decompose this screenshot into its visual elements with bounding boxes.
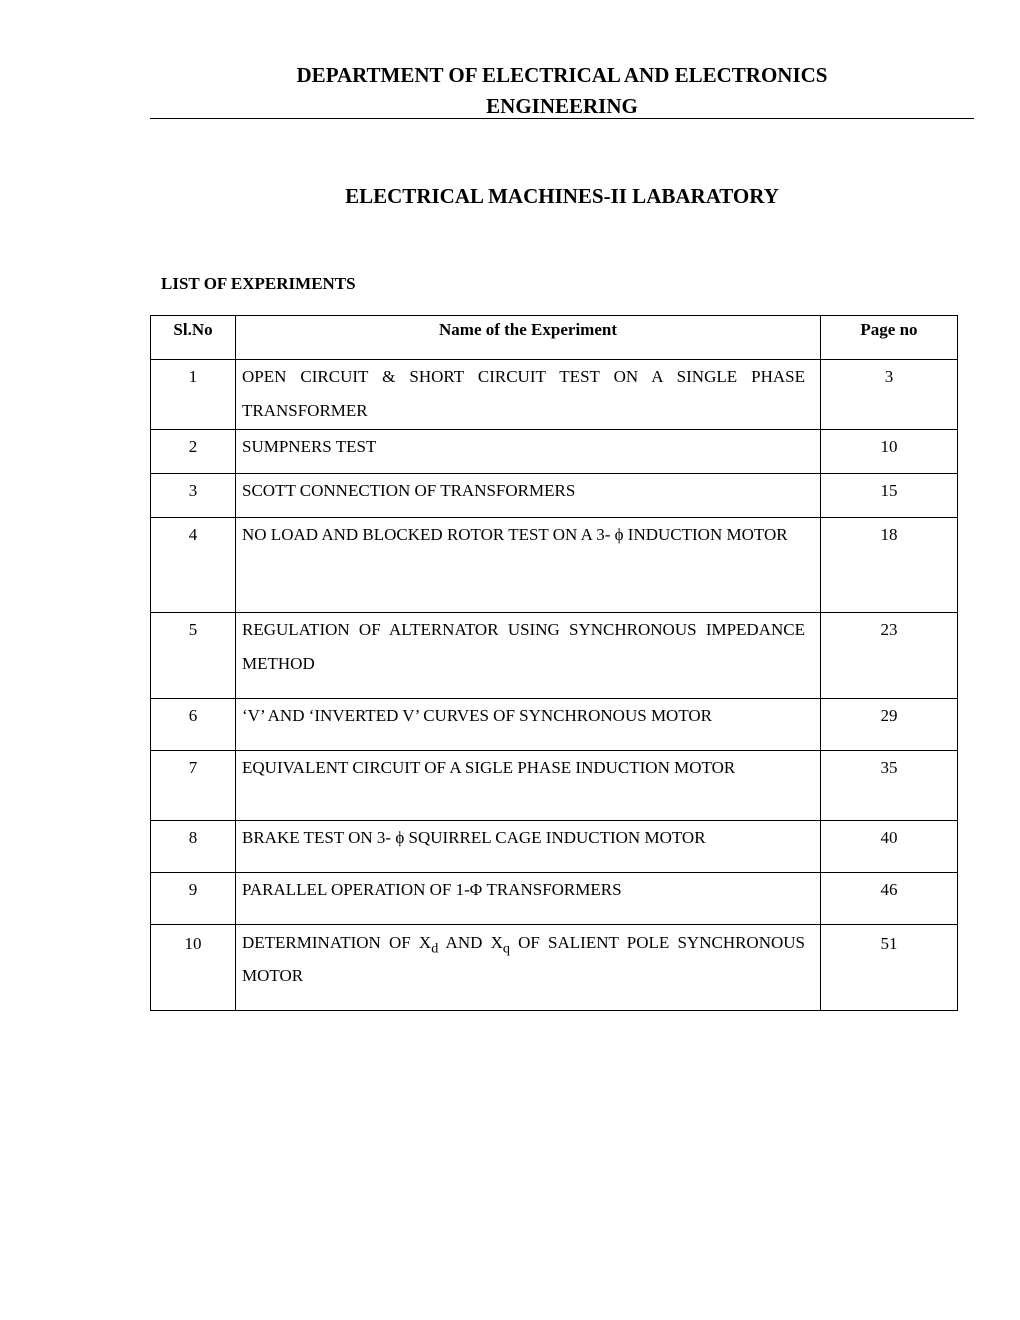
lab-title: ELECTRICAL MACHINES-II LABARATORY	[345, 184, 779, 208]
table-row	[151, 873, 958, 925]
row-experiment-name: PARALLEL OPERATION OF 1-Φ TRANSFORMERS	[242, 880, 622, 899]
row-page-no: 18	[880, 525, 898, 544]
row-experiment-name: REGULATION OF ALTERNATOR USING SYNCHRONOUS IMPEDANCE METHOD	[242, 620, 805, 673]
table-row	[151, 430, 958, 474]
table-row	[151, 613, 958, 699]
column-header-slno: Sl.No	[151, 316, 236, 360]
row-experiment-name: BRAKE TEST ON 3- ϕ SQUIRREL CAGE INDUCTION MOTOR	[242, 828, 706, 847]
name-part-a: DETERMINATION OF X	[242, 933, 432, 952]
row-experiment-name	[242, 929, 805, 990]
table-row	[151, 751, 958, 821]
department-line-1: DEPARTMENT OF ELECTRICAL AND ELECTRONICS	[296, 63, 828, 87]
name-part-c: OF SALIENT POLE SYNCHRONOUS MOTOR	[242, 933, 805, 986]
row-experiment-name: SCOTT CONNECTION OF TRANSFORMERS	[242, 481, 576, 500]
row-experiment-name: EQUIVALENT CIRCUIT OF A SIGLE PHASE INDUCTION MOTOR	[242, 758, 736, 777]
row-slno: 3	[188, 481, 198, 500]
table-header-row	[151, 316, 958, 360]
row-experiment-name: ‘V’ AND ‘INVERTED V’ CURVES OF SYNCHRONOUS MOTOR	[242, 706, 713, 725]
row-page-no: 3	[884, 367, 894, 386]
table-row	[151, 925, 958, 1011]
department-line-2: ENGINEERING	[486, 94, 638, 118]
row-slno: 4	[188, 525, 198, 544]
list-heading: LIST OF EXPERIMENTS	[161, 274, 356, 293]
table-row	[151, 474, 958, 518]
row-slno: 6	[188, 706, 198, 725]
row-page-no: 10	[880, 437, 898, 456]
subscript-d: d	[431, 940, 439, 957]
row-slno: 9	[188, 880, 198, 899]
row-slno: 8	[188, 828, 198, 847]
table-row	[151, 360, 958, 430]
row-slno: 7	[188, 758, 198, 777]
row-page-no: 23	[880, 620, 898, 639]
row-page-no: 51	[880, 934, 898, 953]
row-experiment-name: NO LOAD AND BLOCKED ROTOR TEST ON A 3- ϕ INDUCTION MOTOR	[242, 525, 788, 544]
row-slno: 5	[188, 620, 198, 639]
name-part-b: AND X	[438, 933, 503, 952]
row-page-no: 40	[880, 828, 898, 847]
row-page-no: 15	[880, 481, 898, 500]
row-experiment-name: OPEN CIRCUIT & SHORT CIRCUIT TEST ON A SINGLE PHASE TRANSFORMER	[242, 367, 805, 420]
row-page-no: 46	[880, 880, 898, 899]
row-page-no: 29	[880, 706, 898, 725]
subscript-q: q	[502, 940, 510, 957]
row-experiment-name: SUMPNERS TEST	[242, 437, 377, 456]
row-slno: 10	[184, 934, 202, 953]
header-divider	[150, 118, 974, 119]
table-row	[151, 699, 958, 751]
department-heading	[150, 60, 974, 122]
column-header-name: Name of the Experiment	[236, 316, 821, 360]
row-slno: 1	[188, 367, 198, 386]
experiments-table	[150, 315, 958, 1011]
column-header-page: Page no	[821, 316, 958, 360]
row-slno: 2	[188, 437, 198, 456]
row-page-no: 35	[880, 758, 898, 777]
table-row	[151, 821, 958, 873]
table-row	[151, 518, 958, 613]
